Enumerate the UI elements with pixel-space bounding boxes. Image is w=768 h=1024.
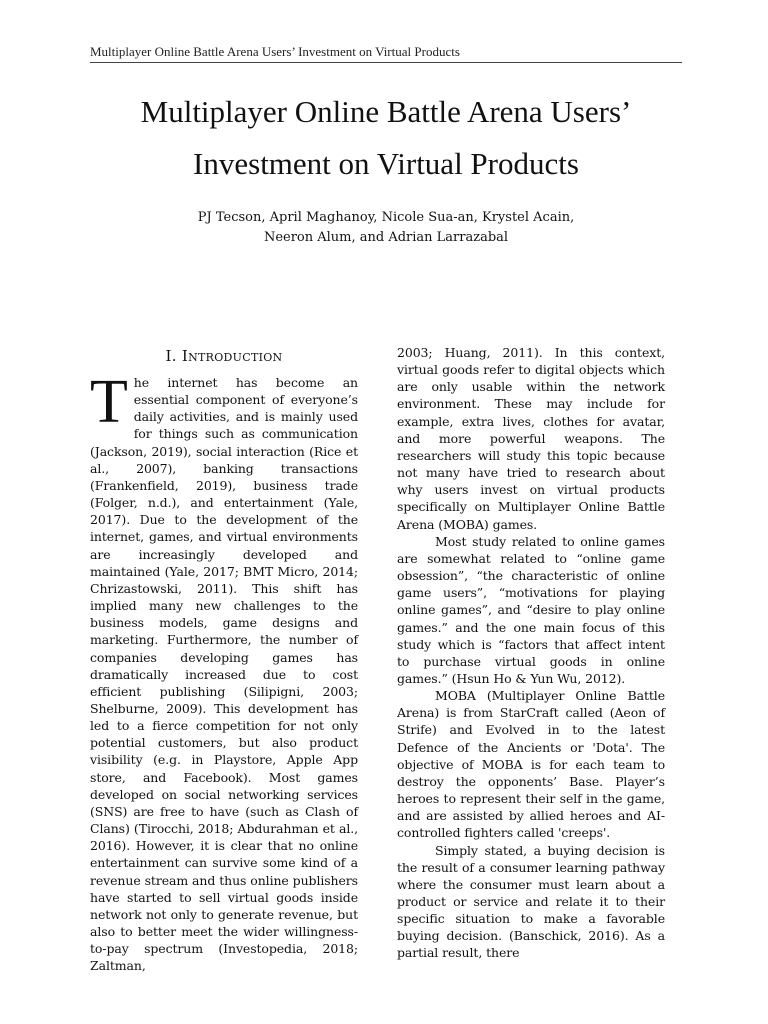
paragraph-buying-decision: Simply stated, a buying decision is the result of a consumer learning pathway where the consumer must learn about a product or service and relate it to their specific situation to make a favorable buying decision. (Banschick, 2016). As a partial result, there: [397, 842, 665, 961]
paper-title: [90, 86, 682, 190]
paragraph-continued: 2003; Huang, 2011). In this context, virtual goods refer to digital objects which are only usable within the network environment. These may include for example, extra lives, clothes for avatar, and more powerful weapons. The researchers will study this topic because not many have tried to research about why users invest on virtual products specifically on Multiplayer Online Battle Arena (MOBA) games.: [397, 345, 665, 532]
intro-paragraph-1: [90, 368, 358, 974]
author-list: [90, 208, 682, 248]
authors-line-2: Neeron Alum, and Adrian Larrazabal: [263, 230, 509, 245]
paragraph-online-game-studies: Most study related to online games are somewhat related to “online game obsession”, “the characteristic of online game users”, “motivations for playing online games”, and “desire to play online games.” and the one main focus of this study which is “factors that affect intent to purchase virtual goods in online games.” (Hsun Ho & Yun Wu, 2012).: [397, 533, 665, 686]
left-column: [90, 344, 358, 974]
running-head: Multiplayer Online Battle Arena Users’ Investment on Virtual Products: [90, 44, 682, 63]
section-heading-introduction: I. Introduction: [165, 347, 283, 365]
intro-paragraph-1-text: he internet has become an essential component of everyone’s daily activities, and is mainly used for things such as communication (Jackson, 2019), social interaction (Rice et al., 2007), banking transactions (Frankenfield, 2019), business trade (Folger, n.d.), and entertainment (Yale, 2017). Due to the development of the internet, games, and virtual environments are increasingly developed and maintained (Yale, 2017; BMT Micro, 2014; Chrizastowski, 2011). This shift has implied many new challenges to the business models, game designs and marketing. Furthermore, the number of companies developing games has dramatically increased due to cost efficient publishing (Silipigni, 2003; Shelburne, 2009). This development has led to a fierce competition for not only potential customers, but also product visibility (e.g. in Playstore, Apple App store, and Facebook). Most games developed on social networking services (SNS) are free to have (such as Clash of Clans) (Tirocchi, 2018; Abdurahman et al., 2016). However, it is clear that no online entertainment can survive some kind of a revenue stream and thus online publishers have started to sell virtual goods inside network not only to generate revenue, but also to better meet the wider willingness-to-pay spectrum (Investopedia, 2018; Zaltman,: [90, 375, 358, 974]
title-line-2: Investment on Virtual Products: [193, 146, 579, 181]
right-column: [397, 344, 665, 962]
drop-cap: T: [90, 368, 128, 436]
authors-line-1: PJ Tecson, April Maghanoy, Nicole Sua-an, Krystel Acain,: [197, 210, 575, 225]
title-line-1: Multiplayer Online Battle Arena Users’: [140, 94, 632, 129]
paragraph-moba-definition: MOBA (Multiplayer Online Battle Arena) is from StarCraft called (Aeon of Strife) and Evolved in to the latest Defence of the Ancients or 'Dota'. The objective of MOBA is for each team to destroy the opponents’ Base. Player’s heroes to represent their self in the game, and are assisted by allied heroes and AI-controlled fighters called 'creeps'.: [397, 688, 665, 841]
